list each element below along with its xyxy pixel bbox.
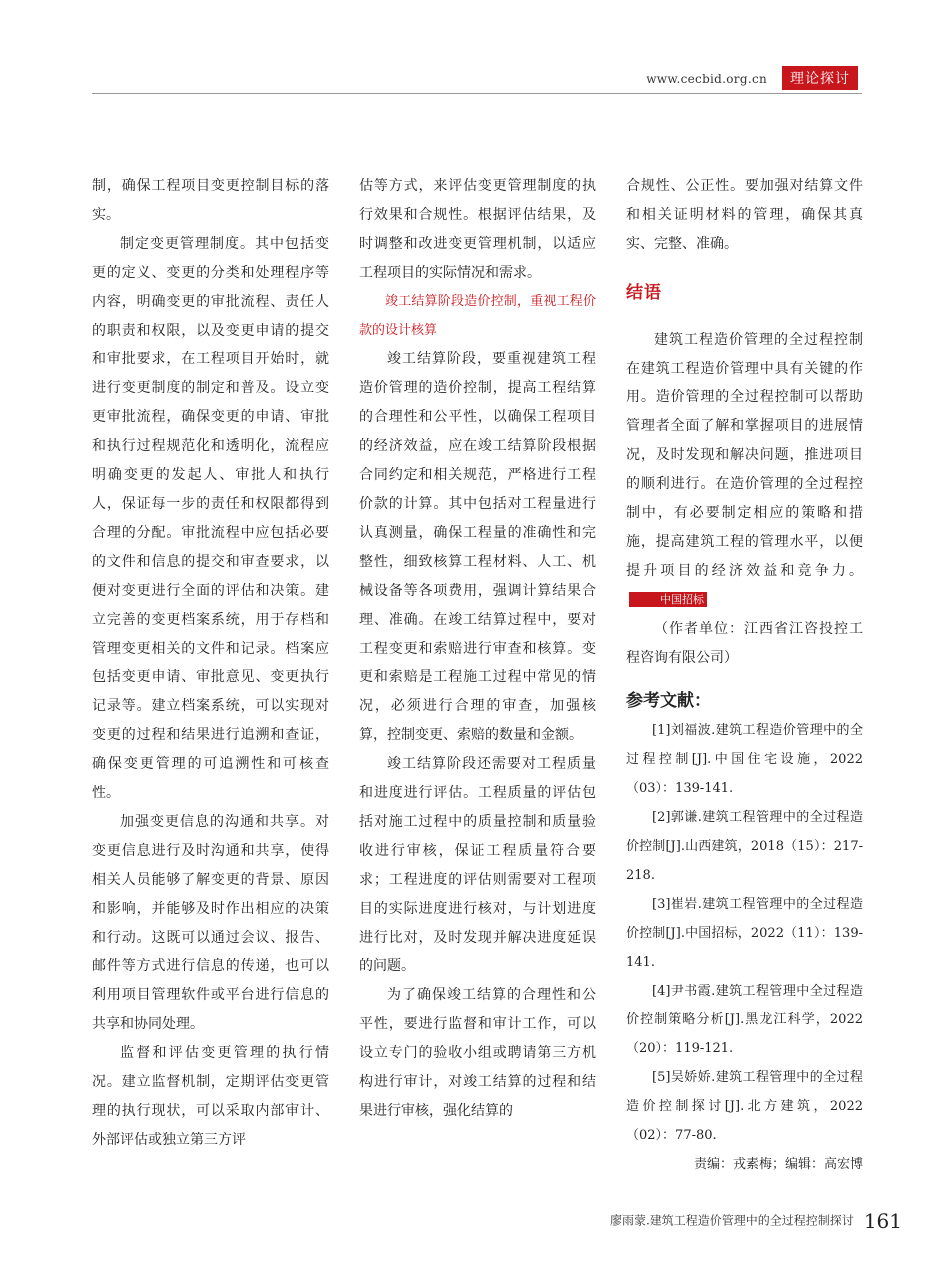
header-rule (92, 93, 862, 94)
paragraph: 估等方式，来评估变更管理制度的执行效果和合规性。根据评估结果，及时调整和改进变更管理机制，以适应工程项目的实际情况和需求。 (359, 178, 596, 281)
page-number: 161 (863, 1209, 902, 1233)
editors-line: 责编：戎素梅；编辑：高宏博 (693, 1157, 863, 1172)
column-3 (626, 172, 863, 1180)
reference-item: [1]刘福波.建筑工程造价管理中的全过程控制[J].中国住宅设施，2022（03）：139-141. (626, 723, 863, 797)
conclusion-text: 建筑工程造价管理的全过程控制在建筑工程造价管理中具有关键的作用。造价管理的全过程控制可以帮助管理者全面了解和掌握项目的进展情况，及时发现和解决问题，推进项目的顺利进行。在造价管理的全过程控制中，有必要制定相应的策略和措施，提高建筑工程的管理水平，以便提升项目的经济效益和竞争力。 (626, 331, 863, 579)
paragraph: 竣工结算阶段，要重视建筑工程造价管理的造价控制，提高工程结算的合理性和公平性，以确保工程项目的经济效益，应在竣工结算阶段根据合同约定和相关规范，严格进行工程价款的计算。其中包括对工程量进行认真测量，确保工程量的准确性和完整性，细致核算工程材料、人工、机械设备等各项费用，强调计算结果合理、准确。在竣工结算过程中，要对工程变更和索赔进行审查和核算。变更和索赔是工程施工过程中常见的情况，必须进行合理的审查，加强核算，控制变更、索赔的数量和金额。 (359, 351, 596, 744)
header-url[interactable]: www.cecbid.org.cn (646, 72, 767, 86)
paragraph: 加强变更信息的沟通和共享。对变更信息进行及时沟通和共享，使得相关人员能够了解变更的背景、原因和影响，并能够及时作出相应的决策和行动。这既可以通过会议、报告、邮件等方式进行信息的传递，也可以利用项目管理软件或平台进行信息的共享和协同处理。 (92, 813, 329, 1033)
references-heading: 参考文献： (626, 690, 711, 711)
paragraph: 制，确保工程项目变更控制目标的落实。 (92, 178, 329, 223)
subsection-heading: 竣工结算阶段造价控制，重视工程价款的设计核算 (359, 293, 596, 338)
reference-item: [5]吴娇娇.建筑工程管理中的全过程造价控制探讨[J].北方建筑，2022（02）：77-80. (626, 1070, 863, 1144)
paragraph: 合规性、公正性。要加强对结算文件和相关证明材料的管理，确保其真实、完整、准确。 (626, 178, 863, 252)
footer (610, 1209, 902, 1233)
reference-item: [2]郭谦.建筑工程管理中的全过程造价控制[J].山西建筑，2018（15）：217-218. (626, 810, 863, 883)
author-affiliation: （作者单位：江西省江咨投控工程咨询有限公司） (626, 620, 863, 666)
section-tag: 理论探讨 (782, 66, 858, 90)
column-2 (359, 172, 596, 1126)
end-badge: 中国招标 (629, 592, 707, 607)
reference-item: [4]尹书霞.建筑工程管理中全过程造价控制策略分析[J].黑龙江科学，2022（20）：119-121. (626, 983, 863, 1057)
running-title: 廖雨蒙.建筑工程造价管理中的全过程控制探讨 (609, 1213, 854, 1228)
column-1 (92, 172, 329, 1155)
paragraph: 为了确保竣工结算的合理性和公平性，要进行监督和审计工作，可以设立专门的验收小组或聘请第三方机构进行审计，对竣工结算的过程和结果进行审核，强化结算的 (359, 987, 596, 1119)
paragraph: 竣工结算阶段还需要对工程质量和进度进行评估。工程质量的评估包括对施工过程中的质量控制和质量验收进行审核，保证工程质量符合要求；工程进度的评估则需要对工程项目的实际进度进行核对，与计划进度进行比对，及时发现并解决进度延误的问题。 (359, 756, 596, 975)
paragraph: 制定变更管理制度。其中包括变更的定义、变更的分类和处理程序等内容，明确变更的审批流程、责任人的职责和权限，以及变更申请的提交和审批要求，在工程项目开始时，就进行变更制度的制定和普及。设立变更审批流程，确保变更的申请、审批和执行过程规范化和透明化，流程应明确变更的发起人、审批人和执行人，保证每一步的责任和权限都得到合理的分配。审批流程中应包括必要的文件和信息的提交和审查要求，以便对变更进行全面的评估和决策。建立完善的变更档案系统，用于存档和管理变更相关的文件和记录。档案应包括变更申请、审批意见、变更执行记录等。建立档案系统，可以实现对变更的过程和结果进行追溯和查证，确保变更管理的可追溯性和可核查性。 (92, 235, 329, 802)
reference-item: [3]崔岩.建筑工程管理中的全过程造价控制[J].中国招标，2022（11）：139-141. (626, 896, 863, 970)
paragraph (626, 326, 863, 615)
conclusion-heading: 结语 (626, 282, 662, 303)
paragraph: 监督和评估变更管理的执行情况。建立监督机制，定期评估变更管理的执行现状，可以采取内部审计、外部评估或独立第三方评 (92, 1045, 329, 1148)
